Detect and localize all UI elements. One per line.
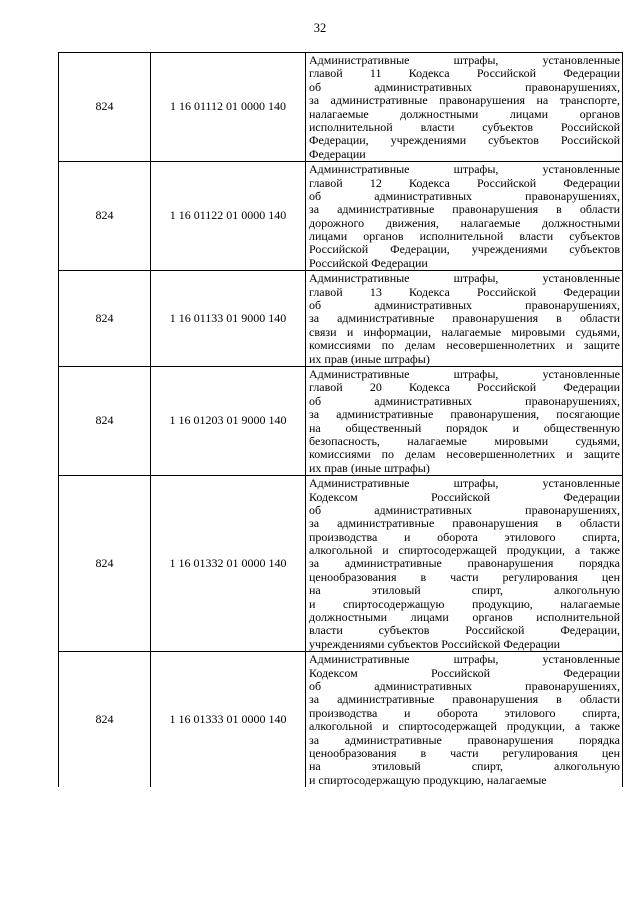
description-line: главой 12 Кодекса Российской Федерации (309, 176, 620, 190)
description-line: за административные правонарушения, посягающие (309, 408, 620, 422)
description-line: исполнительной власти субъектов Российской (309, 120, 620, 134)
description-line: Административные штрафы, установленные (309, 367, 620, 381)
description-line: об административных правонарушениях, (309, 679, 620, 693)
budget-code-cell: 1 16 01203 01 9000 140 (151, 366, 306, 475)
description-line: Федерации (309, 147, 366, 161)
description-line: Кодексом Российской Федерации (309, 490, 620, 504)
description-line: главой 11 Кодекса Российской Федерации (309, 67, 620, 81)
description-line: Федерации, учреждениями субъектов Российской (309, 134, 620, 148)
description-cell (306, 366, 623, 475)
description-line: ценообразования в части регулирования цен (309, 570, 620, 584)
description-line: ценообразования в части регулирования цен (309, 746, 620, 760)
description-line: за административные правонарушения в области (309, 203, 620, 217)
budget-codes-table (58, 52, 623, 787)
description-cell (306, 271, 623, 367)
budget-code-cell: 1 16 01133 01 9000 140 (151, 271, 306, 367)
budget-code-cell: 1 16 01333 01 0000 140 (151, 652, 306, 787)
table-row (59, 366, 623, 475)
description-line: об административных правонарушениях, (309, 394, 620, 408)
admin-code-cell: 824 (59, 162, 151, 271)
description-line: должностными лицами органов исполнительной (309, 611, 620, 625)
description-line: связи и информации, налагаемые мировыми судьями, (309, 325, 620, 339)
description-line: и спиртосодержащую продукцию, налагаемые (309, 597, 620, 611)
description-cell (306, 652, 623, 787)
table-row (59, 53, 623, 162)
table-row (59, 271, 623, 367)
description-line: за административные правонарушения порядка (309, 733, 620, 747)
description-line: Российской Федерации, учреждениями субъектов (309, 243, 620, 257)
table-row (59, 476, 623, 652)
description-line: об административных правонарушениях, (309, 80, 620, 94)
description-line: на общественный порядок и общественную (309, 421, 620, 435)
description-line: комиссиями по делам несовершеннолетних и защите (309, 339, 620, 353)
page-number: 32 (313, 21, 327, 35)
admin-code-cell: 824 (59, 271, 151, 367)
admin-code-cell: 824 (59, 652, 151, 787)
description-line: их прав (иные штрафы) (309, 352, 430, 366)
description-line: лицами органов исполнительной власти субъектов (309, 230, 620, 244)
description-line: налагаемые должностными лицами органов (309, 107, 620, 121)
description-line: за административные правонарушения в области (309, 693, 620, 707)
description-line: об административных правонарушениях, (309, 189, 620, 203)
description-line: власти субъектов Российской Федерации, (309, 624, 620, 638)
description-line: Административные штрафы, установленные (309, 163, 620, 177)
description-line: на этиловый спирт, алкогольную (309, 584, 620, 598)
description-line: главой 20 Кодекса Российской Федерации (309, 381, 620, 395)
description-line: комиссиями по делам несовершеннолетних и защите (309, 448, 620, 462)
table-body (59, 53, 623, 788)
description-line: производства и оборота этилового спирта, (309, 706, 620, 720)
description-line: Административные штрафы, установленные (309, 54, 620, 67)
description-line: алкогольной и спиртосодержащей продукции, а также (309, 544, 620, 558)
description-line: Административные штрафы, установленные (309, 272, 620, 286)
description-line: дорожного движения, налагаемые должностными (309, 216, 620, 230)
table-row (59, 162, 623, 271)
description-cell (306, 162, 623, 271)
description-cell (306, 53, 623, 162)
description-line: за административные правонарушения на транспорте, (309, 94, 620, 108)
admin-code-cell: 824 (59, 53, 151, 162)
description-line: производства и оборота этилового спирта, (309, 530, 620, 544)
description-line: главой 13 Кодекса Российской Федерации (309, 285, 620, 299)
description-line: за административные правонарушения порядка (309, 557, 620, 571)
description-line: Кодексом Российской Федерации (309, 666, 620, 680)
description-line: алкогольной и спиртосодержащей продукции, а также (309, 720, 620, 734)
description-line: и спиртосодержащую продукцию, налагаемые (309, 773, 547, 787)
description-line: Российской Федерации (309, 256, 428, 270)
description-line: за административные правонарушения в области (309, 517, 620, 531)
description-line: Административные штрафы, установленные (309, 477, 620, 491)
description-line: на этиловый спирт, алкогольную (309, 760, 620, 774)
description-line: об административных правонарушениях, (309, 503, 620, 517)
table-row (59, 652, 623, 787)
description-line: Административные штрафы, установленные (309, 653, 620, 667)
budget-code-cell: 1 16 01332 01 0000 140 (151, 476, 306, 652)
description-line: об административных правонарушениях, (309, 299, 620, 313)
budget-code-cell: 1 16 01112 01 0000 140 (151, 53, 306, 162)
description-line: их прав (иные штрафы) (309, 461, 430, 475)
budget-code-cell: 1 16 01122 01 0000 140 (151, 162, 306, 271)
description-cell (306, 476, 623, 652)
admin-code-cell: 824 (59, 476, 151, 652)
description-line: безопасность, налагаемые мировыми судьями, (309, 434, 620, 448)
description-line: за административные правонарушения в области (309, 312, 620, 326)
admin-code-cell: 824 (59, 366, 151, 475)
description-line: учреждениями субъектов Российской Федерации (309, 637, 561, 651)
